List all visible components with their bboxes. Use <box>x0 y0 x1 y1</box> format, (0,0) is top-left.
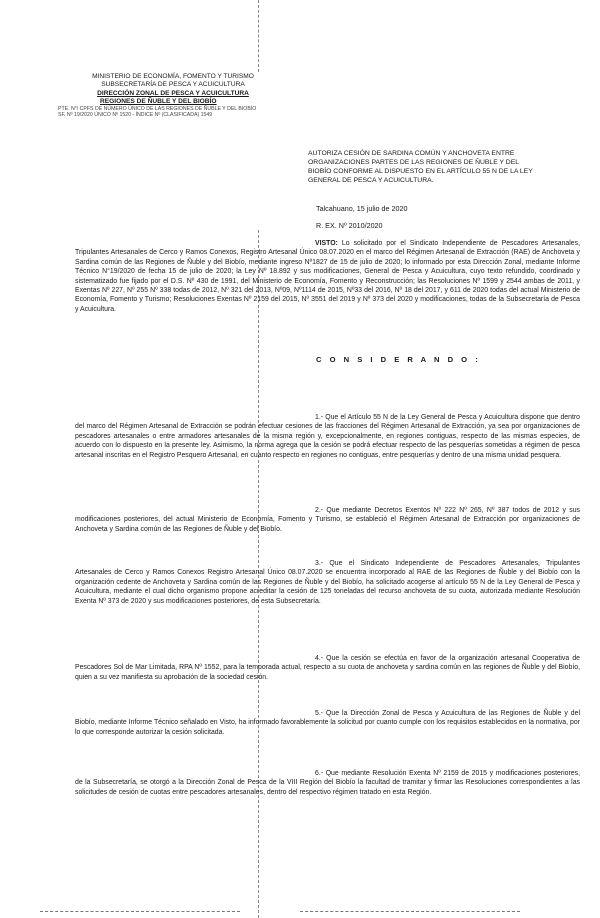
reference-line-1: PTE. N°/ CPFS DE NÚMERO ÚNICO DE LAS REGIONES DE ÑUBLE Y DEL BIOBÍO <box>58 106 257 113</box>
considerando-heading: C O N S I D E R A N D O : <box>316 355 481 364</box>
considerando-2: 2.- Que mediante Decretos Exentos Nº 222 Nº 265, Nº 387 todos de 2012 y sus modificaciones posteriores, del actual Ministerio de Economía, Fomento y Turismo, se estableció el Régimen Artesanal de Extracción por organizaciones de Anchoveta y Sardina común de las Regiones de Ñuble y del Biobío. <box>75 507 580 533</box>
center-fold-line-top <box>258 0 259 72</box>
visto-text: Lo solicitado por el Sindicato Independiente de Pescadores Artesanales, Tripulantes Artesanales de Cerco y Ramos Conexos, Registro Artesanal Único 08.07.2020 en el marco del Régimen Artesanal de Extracción (RAE) de Anchoveta y Sardina común de las Regiones de Ñuble y del Biobío, mediante ingreso Nº1827 de 15 de julio de 2020; lo informado por esta Dirección Zonal, mediante Informe Técnico N°19/2020 de fecha 15 de julio de 2020; la Ley Nº 18.892 y sus modificaciones, General de Pesca y Acuicultura, cuyo texto refundido, coordinado y sistematizado fue fijado por el D.S. Nº 430 de 1991, del Ministerio de Economía, Fomento y Reconstrucción; las Resoluciones Nº 1599 y 2544 ambas de 2011, y Exentas Nº 227, Nº 255 Nº 338 todas de 2012, Nº 321 del 2013, Nº09, Nº1114 de 2015, Nº33 del 2016, Nº 18 del 2017, y 611 de 2020 todas del actual Ministerio de Economía, Fomento y Turismo; Resoluciones Exentas Nº 2159 del 2015, Nº 3551 del 2019 y Nº 373 del 2020 y modificaciones, todas de la Subsecretaría de Pesca y Acuicultura. <box>75 240 580 313</box>
considerando-6: 6.- Que mediante Resolución Exenta Nº 2159 de 2015 y modificaciones posteriores, de la Subsecretaría, se otorgó a la Dirección Zonal de Pesca de la VIII Región del Biobío la facultad de tramitar y firmar las Resoluciones correspondientes a las solicitudes de cesión de cuotas entre pescadores artesanales, dentro del respectivo régimen tratado en esta Región. <box>75 770 580 796</box>
visto-paragraph <box>75 239 580 314</box>
place-date: Talcahuano, 15 julio de 2020 <box>316 204 408 213</box>
visto-label: VISTO: <box>315 240 338 247</box>
considerando-1: 1.- Que el Artículo 55 N de la Ley General de Pesca y Acuicultura dispone que dentro del marco del Régimen Artesanal de Extracción se podrán efectuar cesiones de las fracciones del Régimen Artesanal de Extracción, ya sea por organizaciones de pescadores artesanales o entre armadores artesanales de la misma región y, excepcionalmente, en regiones contiguas, respecto de las mismas especies, de acuerdo con lo dispuesto en la presente ley. Asimismo, la norma agrega que la cesión se podrá efectuar respecto de las pesquerías sometidas a régimen de pesca artesanal inscritas en el Registro Pesquero Artesanal, en cuanto respecto en regiones no contiguas, entre pesquerías y dentro de una misma unidad pesquera. <box>75 414 580 459</box>
ministry-name: MINISTERIO DE ECONOMÍA, FOMENTO Y TURISMO <box>92 73 254 80</box>
reference-line-2: SF. Nº 19/2020 ÚNICO Nº 1520 - ÍNDICE Nº (CLASIFICADA) 1549 <box>58 112 213 119</box>
letterhead <box>58 73 288 119</box>
footer-rule-right <box>300 911 520 912</box>
regions-line: REGIONES DE ÑUBLE Y DEL BIOBÍO <box>100 97 217 105</box>
resolution-number: R. EX. Nº 2010/2020 <box>316 221 383 230</box>
resolution-title: AUTORIZA CESIÓN DE SARDINA COMÚN Y ANCHOVETA ENTRE ORGANIZACIONES PARTES DE LAS REGIONES DE ÑUBLE Y DEL BIOBÍO CONFORME AL DISPUESTO EN EL ARTÍCULO 55 N DE LA LEY GENERAL DE PESCA Y ACUICULTURA. <box>308 150 533 184</box>
considerando-3: 3.- Que el Sindicato Independiente de Pescadores Artesanales, Tripulantes Artesanales de Cerco y Ramos Conexos Registro Artesanal Único 08.07.2020 se encuentra incorporado al RAE de las Regiones de Ñuble y del Biobío con la organización cedente de Anchoveta y Sardina común de las Regiones de Ñuble y del Biobío, ha solicitado acogerse al artículo 55 N de la Ley General de Pesca y Acuicultura, mediante el cual dicho organismo propone acreditar la cesión de 125 toneladas del recurso anchoveta de su cuota, autorizada mediante Resolución Exenta Nº 373 de 2020 y sus modificaciones posteriores, de esta Subsecretaría. <box>75 560 580 605</box>
considerando-5: 5.- Que la Dirección Zonal de Pesca y Acuicultura de las Regiones de Ñuble y del Biobío, mediante Informe Técnico señalado en Visto, ha informado favorablemente la solicitud por cuanto cumple con los requisitos establecidos en la normativa, por lo que corresponde autorizar la cesión solicitada. <box>75 710 580 736</box>
zonal-direction: DIRECCIÓN ZONAL DE PESCA Y ACUICULTURA <box>97 89 249 97</box>
considerando-4: 4.- Que la cesión se efectúa en favor de la organización artesanal Cooperativa de Pescadores Sol de Mar Limitada, RPA Nº 1552, para la temporada actual, respecto a su cuota de anchoveta y sardina común en las regiones de Ñuble y del Biobío, quien a su vez manifiesta su aprobación de la sociedad cesión. <box>75 655 580 681</box>
subsecretary-name: SUBSECRETARÍA DE PESCA Y ACUICULTURA <box>101 81 245 89</box>
footer-rule-left <box>40 911 240 912</box>
